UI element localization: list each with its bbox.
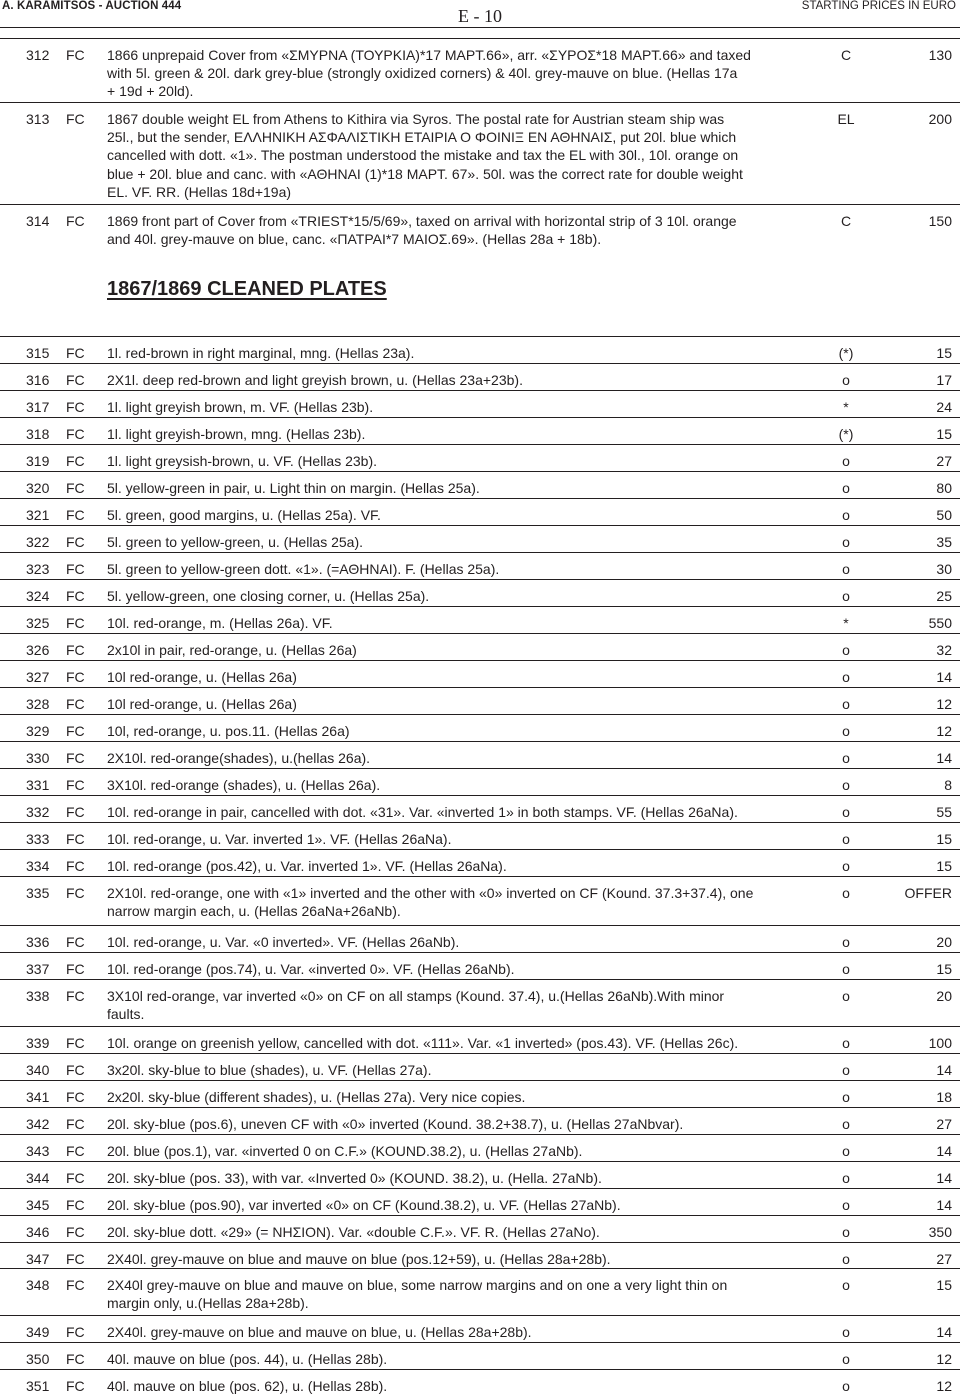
lot-row [0, 952, 960, 977]
lot-description-line: 2X10l. red-orange(shades), u.(hellas 26a). [107, 750, 371, 766]
lot-description [107, 452, 817, 470]
lot-number: 339 [26, 1035, 50, 1051]
lot-description-line: 2x10l in pair, red-orange, u. (Hellas 26a) [107, 642, 357, 658]
lot-row [0, 822, 960, 847]
lot-description-line: 1867 double weight EL from Athens to Kithira via Syros. The postal rate for Austrian steam ship was [107, 111, 725, 127]
lot-description-line: 10l. red-orange (pos.42), u. Var. inverted 1». VF. (Hellas 26aNa). [107, 858, 507, 874]
lot-description-line: 2X10l. red-orange, one with «1» inverted and the other with «0» inverted on CF (Kound. 37.3+37.4), one [107, 885, 754, 901]
lot-number: 332 [26, 804, 50, 820]
lot-condition: o [842, 1351, 850, 1367]
lot-condition: o [842, 1170, 850, 1186]
lot-description-line: 2X40l. grey-mauve on blue and mauve on blue, u. (Hellas 28a+28b). [107, 1324, 532, 1340]
lot-number: 344 [26, 1170, 50, 1186]
lot-description [107, 1276, 817, 1312]
lot-number: 351 [26, 1378, 50, 1394]
lot-number: 315 [26, 345, 50, 361]
lot-condition: o [842, 1143, 850, 1159]
lot-number: 343 [26, 1143, 50, 1159]
lot-price: 8 [944, 777, 952, 793]
lot-number: 313 [26, 111, 50, 127]
lot-description-line: 1869 front part of Cover from «TRIEST*15/5/69», taxed on arrival with horizontal strip of 3 10l. orange [107, 213, 737, 229]
lot-description-line: 5l. green, good margins, u. (Hellas 25a). VF. [107, 507, 381, 523]
lot-code: FC [66, 750, 85, 766]
lot-description [107, 933, 817, 951]
lot-number: 337 [26, 961, 50, 977]
lot-price: 27 [936, 453, 952, 469]
lot-condition: o [842, 750, 850, 766]
lot-code: FC [66, 723, 85, 739]
lot-price: 550 [928, 615, 952, 631]
lot-code: FC [66, 47, 85, 63]
lot-number: 338 [26, 988, 50, 1004]
lot-condition: o [842, 988, 850, 1004]
lot-condition: o [842, 885, 850, 901]
lot-condition: (*) [838, 345, 854, 361]
lot-description [107, 960, 817, 978]
lot-code: FC [66, 1170, 85, 1186]
lot-condition: (*) [838, 426, 854, 442]
lot-row [0, 1161, 960, 1186]
lot-price: 14 [936, 1143, 952, 1159]
lot-description [107, 614, 817, 632]
lot-row [0, 1107, 960, 1132]
lot-number: 318 [26, 426, 50, 442]
lot-description [107, 722, 817, 740]
lot-number: 340 [26, 1062, 50, 1078]
lot-price: 100 [928, 1035, 952, 1051]
lot-condition: o [842, 723, 850, 739]
lot-code: FC [66, 213, 85, 229]
lot-price: 15 [936, 345, 952, 361]
lot-condition: C [840, 213, 852, 229]
lot-code: FC [66, 561, 85, 577]
lot-description-line: 1l. light greyish brown, m. VF. (Hellas 23b). [107, 399, 374, 415]
lot-code: FC [66, 534, 85, 550]
lot-code: FC [66, 804, 85, 820]
lot-description-line: 10l, red-orange, u. pos.11. (Hellas 26a) [107, 723, 350, 739]
lot-price: 55 [936, 804, 952, 820]
lot-code: FC [66, 1197, 85, 1213]
lot-row [0, 363, 960, 388]
lot-condition: o [842, 1197, 850, 1213]
lot-code: FC [66, 1277, 85, 1293]
lot-code: FC [66, 988, 85, 1004]
lot-description-line: blue + 20l. blue and canc. with «ΑΘΗΝΑΙ (1)*18 ΜΑΡΤ. 67». 50l. was the correct rate for double weight [107, 165, 743, 182]
catalog-header-left: A. KARAMITSOS - AUCTION 444 [2, 0, 182, 12]
lot-number: 345 [26, 1197, 50, 1213]
lot-code: FC [66, 1089, 85, 1105]
lot-row [0, 552, 960, 577]
lot-price: 20 [936, 934, 952, 950]
lot-price: 80 [936, 480, 952, 496]
header-divider [0, 27, 960, 28]
lot-row [0, 768, 960, 793]
lot-row [0, 849, 960, 874]
lot-row [0, 714, 960, 739]
lot-description-line: narrow margin each, u. (Hellas 26aNa+26aNb). [107, 903, 401, 920]
lot-price: 27 [936, 1116, 952, 1132]
lot-condition: o [842, 669, 850, 685]
lot-condition: o [842, 588, 850, 604]
section-title: 1867/1869 CLEANED PLATES [107, 278, 387, 300]
lot-description-line: and 40l. grey-mauve on blue, canc. «ΠΑΤΡΑΙ*7 ΜΑΙΟΣ.69». (Hellas 28a + 18b). [107, 231, 602, 248]
lot-description-line: 3X10l red-orange, var inverted «0» on CF on all stamps (Kound. 37.4), u.(Hellas 26aNb).With minor [107, 988, 725, 1004]
lot-number: 314 [26, 213, 50, 229]
lot-number: 342 [26, 1116, 50, 1132]
lot-description [107, 1377, 817, 1395]
lot-row [0, 1268, 960, 1312]
lot-code: FC [66, 1378, 85, 1394]
lot-description [107, 1169, 817, 1187]
lot-number: 347 [26, 1251, 50, 1267]
lot-code: FC [66, 961, 85, 977]
lot-number: 322 [26, 534, 50, 550]
lot-row [0, 1242, 960, 1267]
catalog-header-right: STARTING PRICES IN EURO [801, 0, 956, 12]
lot-code: FC [66, 1224, 85, 1240]
lot-description [107, 776, 817, 794]
lot-price: 12 [936, 1351, 952, 1367]
lot-description [107, 857, 817, 875]
lot-condition: o [842, 1378, 850, 1394]
lot-row [0, 1315, 960, 1340]
lot-code: FC [66, 111, 85, 127]
lot-code: FC [66, 669, 85, 685]
lot-description-line: 5l. yellow-green in pair, u. Light thin on margin. (Hellas 25a). [107, 480, 480, 496]
lot-row [0, 471, 960, 496]
lot-row [0, 525, 960, 550]
lot-price: 30 [936, 561, 952, 577]
lot-number: 335 [26, 885, 50, 901]
lot-number: 350 [26, 1351, 50, 1367]
lot-number: 320 [26, 480, 50, 496]
lot-number: 349 [26, 1324, 50, 1340]
lot-description [107, 1061, 817, 1079]
lot-description-line: EL. VF. RR. (Hellas 18d+19a) [107, 183, 292, 200]
lot-number: 324 [26, 588, 50, 604]
lot-price: 14 [936, 750, 952, 766]
lot-code: FC [66, 934, 85, 950]
lot-description-line: 5l. yellow-green, one closing corner, u. (Hellas 25a). [107, 588, 430, 604]
lot-price: 15 [936, 961, 952, 977]
lot-condition: o [842, 1062, 850, 1078]
lot-price: OFFER [904, 885, 952, 901]
lot-description [107, 1088, 817, 1106]
lot-description [107, 344, 817, 362]
lot-description [107, 749, 817, 767]
lot-row [0, 417, 960, 442]
lot-code: FC [66, 507, 85, 523]
lot-description-line: + 19d + 20ld). [107, 83, 194, 100]
lot-condition: o [842, 696, 850, 712]
lot-description [107, 479, 817, 497]
lot-description-line: 1l. red-brown in right marginal, mng. (Hellas 23a). [107, 345, 415, 361]
lot-price: 15 [936, 426, 952, 442]
lot-price: 27 [936, 1251, 952, 1267]
lot-row [0, 1188, 960, 1213]
lot-code: FC [66, 480, 85, 496]
lot-code: FC [66, 1251, 85, 1267]
lot-row [0, 498, 960, 523]
lot-description [107, 987, 817, 1023]
lot-row [0, 687, 960, 712]
lot-row [0, 204, 960, 248]
lot-description-line: 40l. mauve on blue (pos. 44), u. (Hellas 28b). [107, 1351, 388, 1367]
lot-number: 334 [26, 858, 50, 874]
lot-code: FC [66, 399, 85, 415]
lot-condition: o [842, 507, 850, 523]
lot-number: 336 [26, 934, 50, 950]
lot-price: 130 [928, 47, 952, 63]
lot-description-line: 1l. light greyish-brown, mng. (Hellas 23b). [107, 426, 366, 442]
page-label: E - 10 [458, 6, 502, 26]
lot-code: FC [66, 858, 85, 874]
lot-price: 12 [936, 723, 952, 739]
lot-code: FC [66, 1062, 85, 1078]
lot-description-line: 10l. red-orange, u. Var. «0 inverted». VF. (Hellas 26aNb). [107, 934, 460, 950]
lot-number: 328 [26, 696, 50, 712]
lot-row [0, 925, 960, 950]
lot-code: FC [66, 1116, 85, 1132]
lot-price: 12 [936, 696, 952, 712]
lot-description-line: 2X1l. deep red-brown and light greyish brown, u. (Hellas 23a+23b). [107, 372, 523, 388]
lot-price: 14 [936, 1062, 952, 1078]
lot-price: 15 [936, 831, 952, 847]
lot-number: 329 [26, 723, 50, 739]
lot-condition: o [842, 804, 850, 820]
lot-number: 319 [26, 453, 50, 469]
lot-description [107, 695, 817, 713]
lot-description [107, 1142, 817, 1160]
lot-number: 331 [26, 777, 50, 793]
lot-description [107, 1034, 817, 1052]
lot-condition: EL [837, 111, 855, 127]
lot-row [0, 1053, 960, 1078]
lot-description [107, 46, 817, 101]
lot-number: 317 [26, 399, 50, 415]
lot-condition: o [842, 1251, 850, 1267]
lot-code: FC [66, 642, 85, 658]
lot-price: 350 [928, 1224, 952, 1240]
lot-number: 312 [26, 47, 50, 63]
lot-condition: o [842, 1324, 850, 1340]
lot-code: FC [66, 696, 85, 712]
lot-description-line: 20l. sky-blue (pos. 33), with var. «Inverted 0» (KOUND. 38.2), u. (Hella. 27aNb). [107, 1170, 602, 1186]
lot-description [107, 1250, 817, 1268]
lot-condition: o [842, 534, 850, 550]
lot-description-line: 1866 unprepaid Cover from «ΣΜΥΡΝΑ (ΤΟΥΡΚΙΑ)*17 ΜΑΡΤ.66», arr. «ΣΥΡΟΣ*18 ΜΑΡΤ.66» and taxed [107, 47, 751, 63]
lot-number: 341 [26, 1089, 50, 1105]
lot-description-line: with 5l. green & 20l. dark grey-blue (strongly oxidized corners) & 40l. grey-mauve on blue. (Hellas 17a [107, 65, 738, 82]
lot-price: 20 [936, 988, 952, 1004]
lot-code: FC [66, 831, 85, 847]
lot-condition: o [842, 831, 850, 847]
lot-description [107, 830, 817, 848]
lot-description-line: 2x20l. sky-blue (different shades), u. (Hellas 27a). Very nice copies. [107, 1089, 526, 1105]
lot-description [107, 1350, 817, 1368]
lot-code: FC [66, 588, 85, 604]
lot-description [107, 506, 817, 524]
lot-code: FC [66, 1143, 85, 1159]
lot-condition: o [842, 642, 850, 658]
lot-price: 14 [936, 1197, 952, 1213]
lot-price: 14 [936, 1170, 952, 1186]
lot-description-line: 20l. sky-blue (pos.90), var inverted «0» on CF (Kound.38.2), u. VF. (Hellas 27aNb). [107, 1197, 621, 1213]
lot-number: 346 [26, 1224, 50, 1240]
lot-description-line: 10l. red-orange in pair, cancelled with dot. «31». Var. «inverted 1» in both stamps. VF. (Hellas 26aNa). [107, 804, 738, 820]
lot-description-line: 20l. sky-blue (pos.6), uneven CF with «0» inverted (Kound. 38.2+38.7), u. (Hellas 27aNbvar). [107, 1116, 684, 1132]
lot-description-line: cancelled with dott. «1». The postman understood the mistake and tax the EL with 30l., 10l. orange on [107, 147, 739, 164]
lot-row [0, 1215, 960, 1240]
lot-description [107, 560, 817, 578]
lot-number: 327 [26, 669, 50, 685]
lot-price: 15 [936, 1277, 952, 1293]
lot-number: 326 [26, 642, 50, 658]
lot-condition: o [842, 480, 850, 496]
lot-code: FC [66, 885, 85, 901]
lot-row [0, 876, 960, 920]
lot-description-line: 40l. mauve on blue (pos. 62), u. (Hellas 28b). [107, 1378, 388, 1394]
lot-price: 18 [936, 1089, 952, 1105]
lot-number: 321 [26, 507, 50, 523]
lot-code: FC [66, 615, 85, 631]
lot-price: 150 [928, 213, 952, 229]
lot-description [107, 1115, 817, 1133]
lot-price: 12 [936, 1378, 952, 1394]
lot-row [0, 1026, 960, 1051]
lot-code: FC [66, 426, 85, 442]
lot-description-line: margin only, u.(Hellas 28a+28b). [107, 1295, 309, 1312]
lot-description-line: 5l. green to yellow-green, u. (Hellas 25a). [107, 534, 364, 550]
lot-condition: o [842, 1116, 850, 1132]
lot-row [0, 633, 960, 658]
lot-description [107, 587, 817, 605]
lot-price: 14 [936, 669, 952, 685]
lot-price: 32 [936, 642, 952, 658]
lot-code: FC [66, 1351, 85, 1367]
lot-description [107, 425, 817, 443]
lot-price: 50 [936, 507, 952, 523]
lot-number: 323 [26, 561, 50, 577]
lot-description-line: 10l. red-orange (pos.74), u. Var. «inverted 0». VF. (Hellas 26aNb). [107, 961, 515, 977]
lot-row [0, 606, 960, 631]
lot-number: 316 [26, 372, 50, 388]
lot-description-line: 5l. green to yellow-green dott. «1». (=ΑΘΗΝΑΙ). F. (Hellas 25a). [107, 561, 500, 577]
lot-price: 14 [936, 1324, 952, 1340]
lot-number: 330 [26, 750, 50, 766]
lot-description-line: 1l. light greysish-brown, u. VF. (Hellas 23b). [107, 453, 377, 469]
lot-description-line: 20l. blue (pos.1), var. «inverted 0 on C.F.» (KOUND.38.2), u. (Hellas 27aNb). [107, 1143, 583, 1159]
lot-condition: o [842, 1035, 850, 1051]
lot-condition: o [842, 1089, 850, 1105]
lot-code: FC [66, 453, 85, 469]
lot-code: FC [66, 1324, 85, 1340]
lot-number: 348 [26, 1277, 50, 1293]
lot-description [107, 884, 817, 920]
lot-price: 200 [928, 111, 952, 127]
lot-price: 15 [936, 858, 952, 874]
lot-condition: o [842, 858, 850, 874]
lot-description-line: 10l. red-orange, m. (Hellas 26a). VF. [107, 615, 333, 631]
lot-number: 333 [26, 831, 50, 847]
lot-code: FC [66, 1035, 85, 1051]
lot-description-line: 3x20l. sky-blue to blue (shades), u. VF. (Hellas 27a). [107, 1062, 432, 1078]
lot-description [107, 1223, 817, 1241]
lot-price: 35 [936, 534, 952, 550]
lot-row [0, 579, 960, 604]
lot-description [107, 641, 817, 659]
lot-condition: o [842, 561, 850, 577]
lot-row [0, 741, 960, 766]
lot-condition: * [843, 399, 849, 415]
lot-price: 24 [936, 399, 952, 415]
lot-description [107, 212, 817, 248]
lot-condition: o [842, 961, 850, 977]
lot-description [107, 668, 817, 686]
lot-row [0, 336, 960, 361]
lot-description-line: 10l. red-orange, u. Var. inverted 1». VF. (Hellas 26aNa). [107, 831, 452, 847]
lot-price: 25 [936, 588, 952, 604]
lot-price: 17 [936, 372, 952, 388]
lot-row [0, 979, 960, 1023]
lot-description-line: 25l., but the sender, ΕΛΛΗΝΙΚΗ ΑΣΦΑΛΙΣΤΙΚΗ ΕΤΑΙΡΙΑ Ο ΦΟΙΝΙΞ ΕΝ ΑΘΗΝΑΙΣ, put 20l. blue which [107, 129, 737, 146]
lot-description [107, 533, 817, 551]
lot-description [107, 110, 817, 201]
lot-row [0, 1369, 960, 1394]
lot-condition: o [842, 1277, 850, 1293]
lot-row [0, 660, 960, 685]
lot-description-line: 20l. sky-blue dott. «29» (= ΝΗΣΙΟΝ). Var. «double C.F.». VF. R. (Hellas 27aNo). [107, 1224, 600, 1240]
lot-row [0, 1342, 960, 1367]
lot-row [0, 102, 960, 200]
lot-code: FC [66, 777, 85, 793]
lot-code: FC [66, 372, 85, 388]
lot-description [107, 1196, 817, 1214]
lot-description-line: 10l red-orange, u. (Hellas 26a) [107, 669, 297, 685]
lot-row [0, 390, 960, 415]
lot-condition: o [842, 372, 850, 388]
lot-row [0, 1134, 960, 1159]
lot-code: FC [66, 345, 85, 361]
lot-number: 325 [26, 615, 50, 631]
lot-row [0, 795, 960, 820]
lot-row [0, 1080, 960, 1105]
lot-description [107, 398, 817, 416]
lot-condition: o [842, 777, 850, 793]
lot-description-line: 2X40l. grey-mauve on blue and mauve on blue (pos.12+59), u. (Hellas 28a+28b). [107, 1251, 611, 1267]
lot-condition: C [840, 47, 852, 63]
lot-description [107, 803, 817, 821]
lot-row [0, 444, 960, 469]
lot-condition: o [842, 934, 850, 950]
lot-description-line: 3X10l. red-orange (shades), u. (Hellas 26a). [107, 777, 381, 793]
lot-condition: o [842, 1224, 850, 1240]
lot-row [0, 38, 960, 100]
lot-condition: o [842, 453, 850, 469]
lot-description-line: 10l. orange on greenish yellow, cancelled with dot. «111». Var. «1 inverted» (pos.43). VF. (Hellas 26c). [107, 1035, 739, 1051]
lot-condition: * [843, 615, 849, 631]
lot-description-line: 2X40l grey-mauve on blue and mauve on blue, some narrow margins and on one a very light thin on [107, 1277, 728, 1293]
lot-description-line: 10l red-orange, u. (Hellas 26a) [107, 696, 297, 712]
lot-description [107, 1323, 817, 1341]
lot-description-line: faults. [107, 1006, 145, 1023]
lot-description [107, 371, 817, 389]
